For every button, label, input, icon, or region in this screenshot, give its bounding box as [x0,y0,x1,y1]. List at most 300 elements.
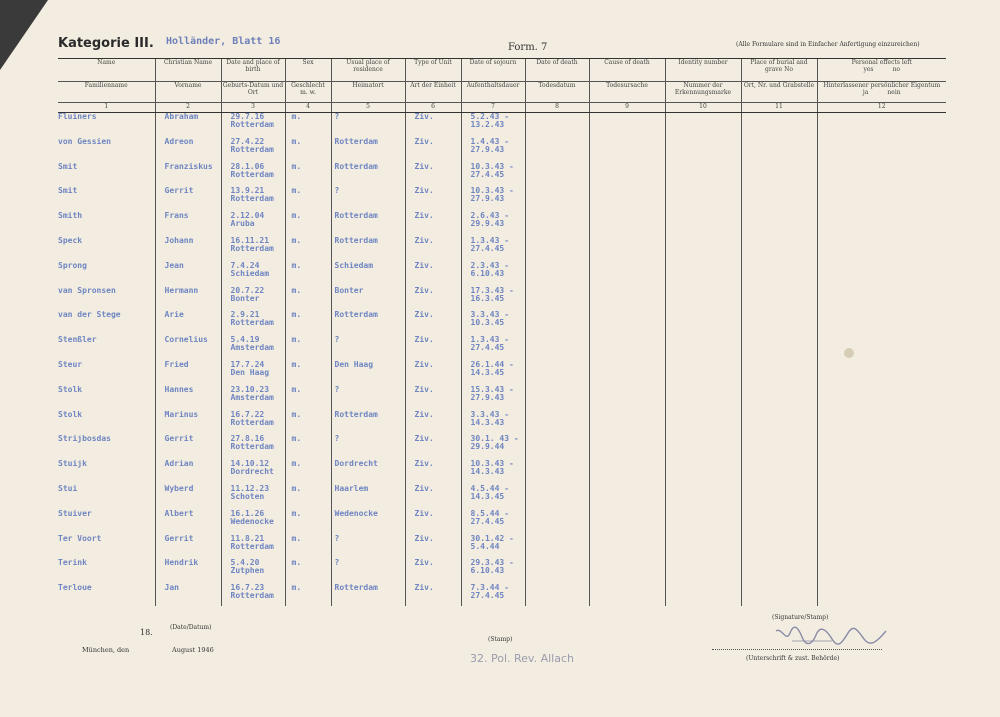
cell-surname [58,361,155,386]
sex-sub-labels [286,89,331,96]
cell-empty [665,237,741,262]
cell-sex [285,584,331,606]
cell-text: Cornelius [164,336,208,345]
table-row [58,411,946,436]
cell-birth [221,311,285,336]
cell-text: 20.7.22 [230,286,265,295]
cell-text: Schiedam [230,269,270,278]
cell-birth [221,113,285,138]
cell-text: Den Haag [230,368,270,377]
cell-birth [221,510,285,535]
cell-text: m. [291,509,302,518]
cell-first [155,212,221,237]
cell-sojourn [461,311,525,336]
table-row [58,187,946,212]
effects-de-sub [818,89,947,96]
cell-sex [285,311,331,336]
cell-surname [58,138,155,163]
table-row [58,535,946,560]
cell-text: 1.3.43 - [470,236,510,245]
cell-birth [221,336,285,361]
cell-sex [285,559,331,584]
torn-corner [0,0,48,70]
cell-empty [589,287,665,312]
cell-sojourn [461,336,525,361]
cell-surname [58,187,155,212]
cell-text: 27.9.43 [470,393,505,402]
cell-text: 2.3.43 - [470,261,510,270]
cell-text: Ziv. [414,410,434,419]
cell-text: Stenßler [58,336,97,345]
cell-text: m. [291,410,302,419]
cell-sojourn [461,411,525,436]
col-header-de: Nummer der Erkennungsmarke [665,82,741,103]
cell-text: ? [334,187,340,196]
col-header-en: Christian Name [155,59,221,82]
cell-text: m. [291,187,302,196]
cell-first [155,510,221,535]
cell-sex [285,262,331,287]
cell-empty [817,237,946,262]
cell-text: 2.9.21 [230,311,260,320]
cell-text: Franziskus [164,162,213,171]
cell-residence [331,485,405,510]
cell-empty [817,559,946,584]
cell-unit [405,510,461,535]
cell-text: ? [334,534,340,543]
cell-sex [285,113,331,138]
cell-text: 27.4.45 [470,170,505,179]
col-header-en: Usual place of residence [331,59,405,82]
sex-w: w. [309,89,316,96]
cell-surname [58,535,155,560]
cell-empty [741,138,817,163]
cell-sojourn [461,510,525,535]
cell-birth [221,411,285,436]
cell-text: 30.1.42 - [470,534,514,543]
cell-text: m. [291,212,302,221]
cell-birth [221,435,285,460]
cell-text: 27.4.22 [230,137,265,146]
cell-sojourn [461,187,525,212]
cell-empty [741,287,817,312]
cell-empty [665,411,741,436]
cell-residence [331,535,405,560]
cell-text: 11.8.21 [230,534,265,543]
cell-unit [405,361,461,386]
header-row-english [58,59,946,82]
cell-sex [285,336,331,361]
cell-empty [741,311,817,336]
cell-empty [817,212,946,237]
cell-text: Ziv. [414,137,434,146]
cell-surname [58,559,155,584]
cell-text: 2.12.04 [230,212,265,221]
cell-empty [589,361,665,386]
cell-text: Frans [164,212,189,221]
cell-text: 1.3.43 - [470,336,510,345]
cell-sojourn [461,163,525,188]
cell-birth [221,212,285,237]
cell-text: Rotterdam [230,121,274,129]
cell-text: Ziv. [414,385,434,394]
cell-empty [817,584,946,606]
cell-empty [665,559,741,584]
col-number: 4 [285,103,331,113]
sheet-typed-label: Holländer, Blatt 16 [166,36,281,47]
cell-empty [525,485,589,510]
cell-sex [285,287,331,312]
table-row [58,138,946,163]
paper-stain [844,348,854,358]
effects-title: Personal effects left [851,59,912,66]
cell-empty [817,510,946,535]
cell-text: Abraham [164,113,199,121]
cell-text: m. [291,435,302,444]
cell-text: Rotterdam [334,584,378,593]
cell-text: 14.3.45 [470,368,505,377]
cell-empty [589,559,665,584]
cell-birth [221,287,285,312]
col-number: 11 [741,103,817,113]
form-number: Form. 7 [508,42,548,53]
cell-first [155,138,221,163]
cell-sex [285,237,331,262]
cell-empty [665,311,741,336]
cell-text: Ziv. [414,484,434,493]
cell-text: Rotterdam [334,236,378,245]
cell-text: Wedenocke [334,509,378,518]
cell-residence [331,237,405,262]
cell-empty [817,336,946,361]
cell-surname [58,163,155,188]
cell-text: van der Stege [58,311,121,320]
cell-text: Rotterdam [334,311,378,320]
cell-empty [741,163,817,188]
col-header-en: Date and place of birth [221,59,285,82]
cell-empty [665,485,741,510]
cell-unit [405,485,461,510]
cell-text: Dordrecht [334,460,378,469]
cell-text: Haarlem [334,484,369,493]
table-row [58,262,946,287]
cell-sex [285,138,331,163]
cell-text: Zutphen [230,567,265,576]
cell-text: 10.3.45 [470,319,505,328]
cell-first [155,113,221,138]
cell-text: Ziv. [414,162,434,171]
cell-text: Ziv. [414,336,434,345]
col-header-de: Geburts-Datum und Ort [221,82,285,103]
cell-text: 29.9.43 [470,220,505,229]
footer-date-label: (Date/Datum) [170,624,212,631]
cell-text: Amsterdam [230,344,274,353]
cell-empty [589,262,665,287]
cell-text: 27.8.16 [230,435,265,444]
cell-empty [665,212,741,237]
cell-surname [58,386,155,411]
cell-empty [525,510,589,535]
cell-text: Rotterdam [230,592,274,601]
cell-text: ? [334,435,340,444]
cell-sojourn [461,262,525,287]
cell-text: Marinus [164,410,199,419]
col-header-de: Familienname [58,82,155,103]
cell-text: 28.1.06 [230,162,265,171]
cell-text: 5.2.43 - [470,113,510,121]
table-row [58,113,946,138]
cell-residence [331,510,405,535]
cell-unit [405,163,461,188]
cell-empty [589,535,665,560]
cell-surname [58,113,155,138]
cell-first [155,187,221,212]
cell-birth [221,187,285,212]
cell-sojourn [461,485,525,510]
cell-text: Bonter [334,286,364,295]
footer-signature-label: (Signature/Stamp) [772,614,829,621]
col-header-de: Art der Einheit [405,82,461,103]
cell-empty [589,212,665,237]
cell-text: Ter Voort [58,534,102,543]
cell-first [155,435,221,460]
cell-text: Rotterdam [230,195,274,204]
effects-de-title: Hinterlassener persönlicher Eigentum [823,82,941,89]
col-number: 1 [58,103,155,113]
cell-text: Rotterdam [230,170,274,179]
cell-empty [665,435,741,460]
table-row [58,460,946,485]
cell-residence [331,386,405,411]
cell-sojourn [461,460,525,485]
col-header-en: Place of burial and grave No [741,59,817,82]
cell-empty [589,187,665,212]
cell-unit [405,411,461,436]
cell-text: van Spronsen [58,286,116,295]
cell-text: m. [291,559,302,568]
cell-text: 15.3.43 - [470,385,514,394]
cell-empty [589,460,665,485]
cell-text: Jan [164,584,179,593]
cell-text: 30.1. 43 - [470,435,519,444]
cell-text: Wedenocke [230,517,274,526]
cell-text: Stuiver [58,509,92,518]
cell-text: Johann [164,236,194,245]
cell-unit [405,386,461,411]
cell-residence [331,435,405,460]
cell-sojourn [461,435,525,460]
cell-empty [589,510,665,535]
cell-text: Smith [58,212,83,221]
cell-first [155,287,221,312]
table-row [58,485,946,510]
cell-text: 10.3.43 - [470,187,514,196]
cell-text: 1.4.43 - [470,137,510,146]
cell-residence [331,336,405,361]
cell-text: Rotterdam [230,443,274,452]
cell-text: 16.11.21 [230,236,270,245]
cell-text: Ziv. [414,113,434,121]
cell-text: Rotterdam [230,244,274,253]
cell-empty [741,386,817,411]
cell-text: Sprong [58,261,87,270]
col-header-de: Todesursache [589,82,665,103]
cell-text: Ziv. [414,534,434,543]
col-number: 7 [461,103,525,113]
cell-sex [285,435,331,460]
cell-surname [58,435,155,460]
cell-sex [285,460,331,485]
cell-empty [665,361,741,386]
cell-first [155,361,221,386]
cell-empty [665,535,741,560]
cell-birth [221,485,285,510]
table-row [58,212,946,237]
col-header-en: Name [58,59,155,82]
cell-first [155,386,221,411]
cell-text: von Gessien [58,137,111,146]
cell-surname [58,584,155,606]
cell-text: 11.12.23 [230,484,270,493]
cell-text: Gerrit [164,187,194,196]
cell-text: Stolk [58,385,83,394]
cell-first [155,237,221,262]
cell-text: m. [291,534,302,543]
cell-empty [817,138,946,163]
cell-sojourn [461,535,525,560]
cell-text: 16.7.23 [230,584,265,593]
cell-sex [285,187,331,212]
cell-birth [221,361,285,386]
cell-sex [285,411,331,436]
cell-birth [221,584,285,606]
cell-text: 14.3.43 [470,468,505,477]
cell-empty [817,163,946,188]
cell-sojourn [461,559,525,584]
col-header-en: Date of death [525,59,589,82]
cell-empty [525,163,589,188]
cell-empty [525,361,589,386]
cell-surname [58,311,155,336]
cell-text: Ziv. [414,559,434,568]
cell-empty [589,113,665,138]
cell-text: 14.3.43 [470,418,505,427]
col-header-en: Cause of death [589,59,665,82]
cell-birth [221,262,285,287]
cell-empty [665,163,741,188]
cell-text: 2.6.43 - [470,212,510,221]
cell-empty [741,187,817,212]
col-number: 5 [331,103,405,113]
cell-text: 4.5.44 - [470,484,510,493]
cell-text: m. [291,261,302,270]
cell-text: m. [291,584,302,593]
cell-sex [285,361,331,386]
cell-text: Hendrik [164,559,199,568]
cell-empty [665,287,741,312]
cell-text: m. [291,336,302,345]
footer-signature-caption: (Unterschrift & zust. Behörde) [746,655,840,662]
cell-empty [741,411,817,436]
cell-empty [741,584,817,606]
cell-sojourn [461,287,525,312]
cell-first [155,485,221,510]
cell-empty [817,361,946,386]
col-header-en: Date of sojourn [461,59,525,82]
col-header-en: Identity number [665,59,741,82]
cell-text: 7.4.24 [230,261,260,270]
cell-text: Ziv. [414,187,434,196]
cell-birth [221,386,285,411]
cell-first [155,535,221,560]
cell-text: 16.7.22 [230,410,265,419]
cell-empty [741,212,817,237]
cell-text: Smit [58,162,78,171]
cell-text: ? [334,385,340,394]
cell-sex [285,485,331,510]
cell-text: Rotterdam [230,418,274,427]
cell-empty [741,113,817,138]
cell-sex [285,510,331,535]
cell-empty [665,584,741,606]
cell-empty [665,336,741,361]
cell-residence [331,559,405,584]
header-row-numbers [58,103,946,113]
cell-sojourn [461,212,525,237]
cell-text: 17.7.24 [230,360,265,369]
table-row [58,163,946,188]
cell-birth [221,237,285,262]
cell-text: 5.4.44 [470,542,500,551]
cell-text: Schiedam [334,261,374,270]
table-row [58,287,946,312]
cell-text: Terink [58,559,87,568]
cell-empty [525,386,589,411]
cell-text: Gerrit [164,534,194,543]
col-header-de: Ort, Nr. und Grabstelle [741,82,817,103]
cell-empty [665,113,741,138]
cell-text: 27.9.43 [470,195,505,204]
cell-first [155,163,221,188]
cell-surname [58,336,155,361]
cell-text: Steur [58,360,83,369]
cell-unit [405,559,461,584]
cell-text: Ziv. [414,212,434,221]
cell-empty [741,237,817,262]
cell-text: m. [291,236,302,245]
cell-birth [221,163,285,188]
cell-text: 27.4.45 [470,244,505,253]
cell-empty [525,411,589,436]
cell-unit [405,138,461,163]
cell-sojourn [461,113,525,138]
col-header-de: Heimatort [331,82,405,103]
cell-empty [817,262,946,287]
cell-text: m. [291,162,302,171]
footer-place: München, den [82,646,130,654]
cell-unit [405,435,461,460]
cell-surname [58,287,155,312]
cell-empty [589,435,665,460]
cell-first [155,311,221,336]
cell-text: Den Haag [334,360,374,369]
cell-empty [589,411,665,436]
cell-text: Adreon [164,137,194,146]
cell-empty [817,411,946,436]
cell-sojourn [461,237,525,262]
cell-first [155,262,221,287]
cell-surname [58,460,155,485]
